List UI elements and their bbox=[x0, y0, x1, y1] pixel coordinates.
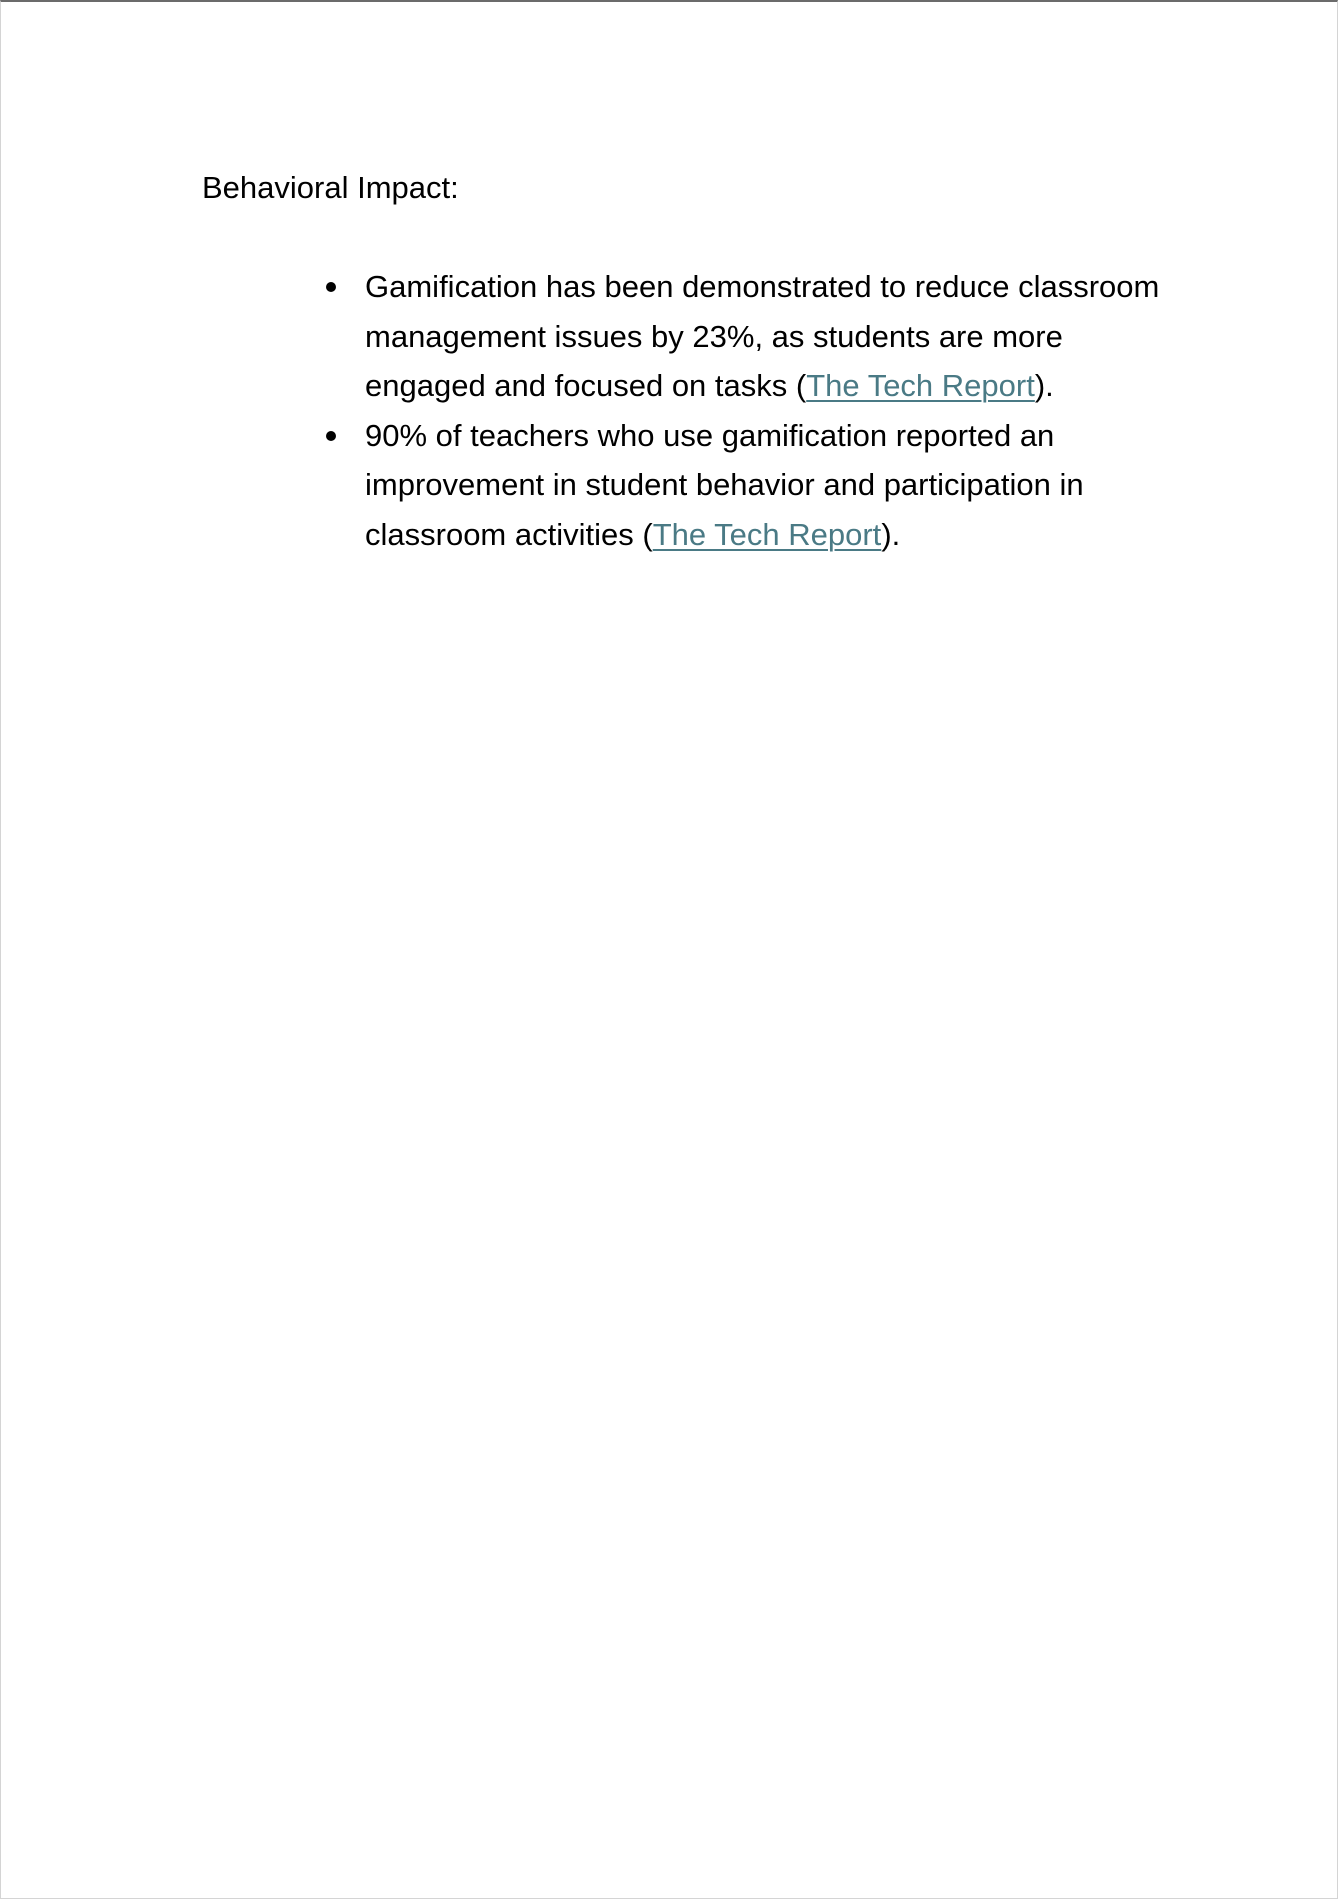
bullet-icon bbox=[326, 431, 336, 441]
section-heading: Behavioral Impact: bbox=[202, 170, 459, 205]
bullet-list bbox=[321, 262, 1171, 559]
source-link[interactable]: The Tech Report bbox=[806, 368, 1035, 403]
bullet-text-end: ). bbox=[1034, 368, 1054, 403]
bullet-text: Gamification has been demonstrated to reduce classroom management issues by 23%, as students are more engaged and focused on tasks ( bbox=[365, 269, 1160, 403]
list-item bbox=[321, 262, 1171, 411]
bullet-text: 90% of teachers who use gamification reported an improvement in student behavior and participation in classroom activities ( bbox=[365, 417, 1084, 552]
bullet-icon bbox=[326, 282, 336, 292]
bullet-text-end: ). bbox=[881, 516, 901, 552]
list-item bbox=[321, 411, 1171, 560]
source-link[interactable]: The Tech Report bbox=[652, 516, 882, 552]
